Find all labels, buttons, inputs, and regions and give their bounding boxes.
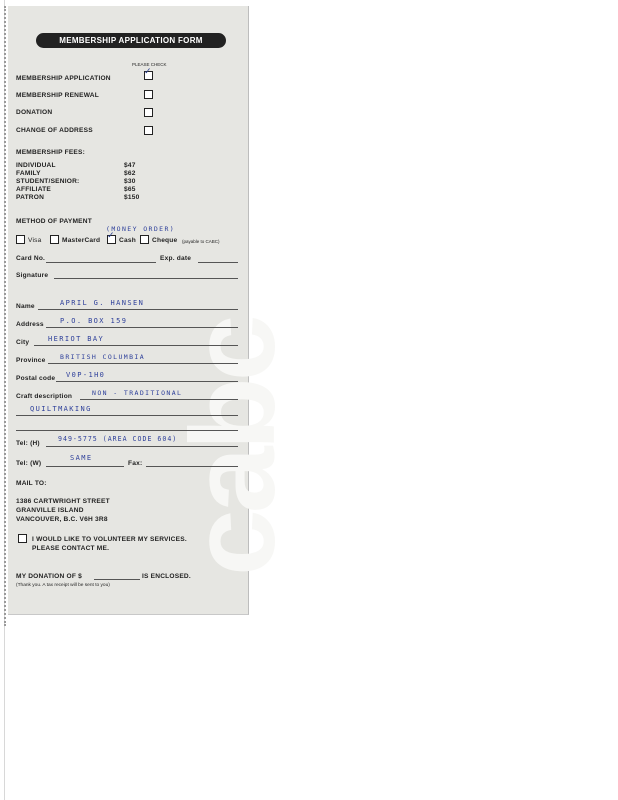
mail-to-heading: MAIL TO: bbox=[16, 480, 47, 487]
fee-label: AFFILIATE bbox=[16, 186, 52, 193]
option-membership-application-label: MEMBERSHIP APPLICATION bbox=[16, 75, 111, 82]
option-membership-renewal-label: MEMBERSHIP RENEWAL bbox=[16, 92, 99, 99]
address-line bbox=[46, 327, 238, 328]
tel-work-label: Tel: (W) bbox=[16, 460, 42, 467]
craft-description-value-2[interactable]: QUILTMAKING bbox=[30, 405, 92, 413]
payment-heading: METHOD OF PAYMENT bbox=[16, 218, 92, 225]
province-label: Province bbox=[16, 357, 46, 364]
craft-description-label: Craft description bbox=[16, 393, 73, 400]
donation-note: (Thank you. A tax receipt will be sent to you) bbox=[16, 583, 110, 588]
cash-checkbox[interactable] bbox=[107, 231, 116, 244]
mail-address-line: VANCOUVER, B.C. V6H 3R8 bbox=[16, 516, 108, 523]
craft-description-line bbox=[80, 399, 238, 400]
volunteer-checkbox[interactable] bbox=[18, 534, 27, 543]
cheque-checkbox[interactable] bbox=[140, 235, 149, 244]
city-label: City bbox=[16, 339, 30, 346]
tel-home-line bbox=[46, 446, 238, 447]
fax-label: Fax: bbox=[128, 460, 143, 467]
cheque-note: (payable to CABC) bbox=[182, 239, 220, 244]
name-line bbox=[38, 309, 238, 310]
option-change-of-address-label: CHANGE OF ADDRESS bbox=[16, 127, 93, 134]
donation-checkbox[interactable] bbox=[144, 108, 153, 117]
postal-code-label: Postal code bbox=[16, 375, 56, 382]
postal-code-value[interactable]: V0P-1H0 bbox=[66, 371, 106, 379]
fee-amount: $62 bbox=[124, 170, 136, 177]
volunteer-label-2: PLEASE CONTACT ME. bbox=[32, 545, 110, 552]
fee-label: STUDENT/SENIOR: bbox=[16, 178, 80, 185]
cash-label: Cash bbox=[119, 237, 136, 244]
donation-prefix: MY DONATION OF $ bbox=[16, 573, 82, 580]
signature-line[interactable] bbox=[54, 278, 238, 279]
card-no-line[interactable] bbox=[46, 262, 156, 263]
exp-date-line[interactable] bbox=[198, 262, 238, 263]
visa-label: Visa bbox=[28, 237, 42, 244]
form-title: MEMBERSHIP APPLICATION FORM bbox=[36, 33, 226, 48]
fee-amount: $47 bbox=[124, 162, 136, 169]
watermark-text: cabc bbox=[166, 318, 300, 576]
fee-amount: $150 bbox=[124, 194, 140, 201]
craft-description-line-2 bbox=[16, 415, 238, 416]
name-value[interactable]: APRIL G. HANSEN bbox=[60, 299, 145, 307]
volunteer-label-1: I WOULD LIKE TO VOLUNTEER MY SERVICES. bbox=[32, 536, 187, 543]
mastercard-label: MasterCard bbox=[62, 237, 101, 244]
name-label: Name bbox=[16, 303, 35, 310]
craft-description-line-3 bbox=[16, 430, 238, 431]
province-line bbox=[48, 363, 238, 364]
cheque-label: Cheque bbox=[152, 237, 178, 244]
city-value[interactable]: HERIOT BAY bbox=[48, 335, 105, 343]
mail-address-line: GRANVILLE ISLAND bbox=[16, 507, 84, 514]
card-no-label: Card No. bbox=[16, 255, 46, 262]
tel-home-label: Tel: (H) bbox=[16, 440, 40, 447]
please-check-label: PLEASE CHECK bbox=[132, 62, 167, 67]
fee-label: INDIVIDUAL bbox=[16, 162, 56, 169]
check-mark-icon: ✓ bbox=[144, 67, 152, 77]
mastercard-checkbox[interactable] bbox=[50, 235, 59, 244]
fee-amount: $30 bbox=[124, 178, 136, 185]
fee-label: FAMILY bbox=[16, 170, 41, 177]
fee-label: PATRON bbox=[16, 194, 45, 201]
membership-form bbox=[8, 6, 300, 615]
fees-heading: MEMBERSHIP FEES: bbox=[16, 149, 86, 156]
exp-date-label: Exp. date bbox=[160, 255, 192, 262]
tel-work-line bbox=[46, 466, 124, 467]
option-donation-label: DONATION bbox=[16, 109, 53, 116]
donation-suffix: IS ENCLOSED. bbox=[142, 573, 191, 580]
check-mark-icon: ✓ bbox=[107, 231, 115, 241]
province-value[interactable]: BRITISH COLUMBIA bbox=[60, 353, 146, 361]
change-of-address-checkbox[interactable] bbox=[144, 126, 153, 135]
signature-label: Signature bbox=[16, 272, 49, 279]
fax-line bbox=[146, 466, 238, 467]
payment-note-handwritten: (MONEY ORDER) bbox=[106, 225, 176, 233]
tel-work-value[interactable]: SAME bbox=[70, 454, 93, 462]
membership-renewal-checkbox[interactable] bbox=[144, 90, 153, 99]
craft-description-value[interactable]: NON - TRADITIONAL bbox=[92, 389, 183, 397]
postal-code-line bbox=[56, 381, 238, 382]
visa-checkbox[interactable] bbox=[16, 235, 25, 244]
donation-amount-line[interactable] bbox=[94, 579, 140, 580]
fee-amount: $65 bbox=[124, 186, 136, 193]
address-label: Address bbox=[16, 321, 44, 328]
address-value[interactable]: P.O. BOX 159 bbox=[60, 317, 128, 325]
tel-home-value[interactable]: 949-5775 (AREA CODE 604) bbox=[58, 435, 178, 443]
membership-application-checkbox[interactable] bbox=[144, 67, 153, 80]
perforation-line bbox=[4, 6, 6, 626]
city-line bbox=[34, 345, 238, 346]
mail-address-line: 1386 CARTWRIGHT STREET bbox=[16, 498, 110, 505]
